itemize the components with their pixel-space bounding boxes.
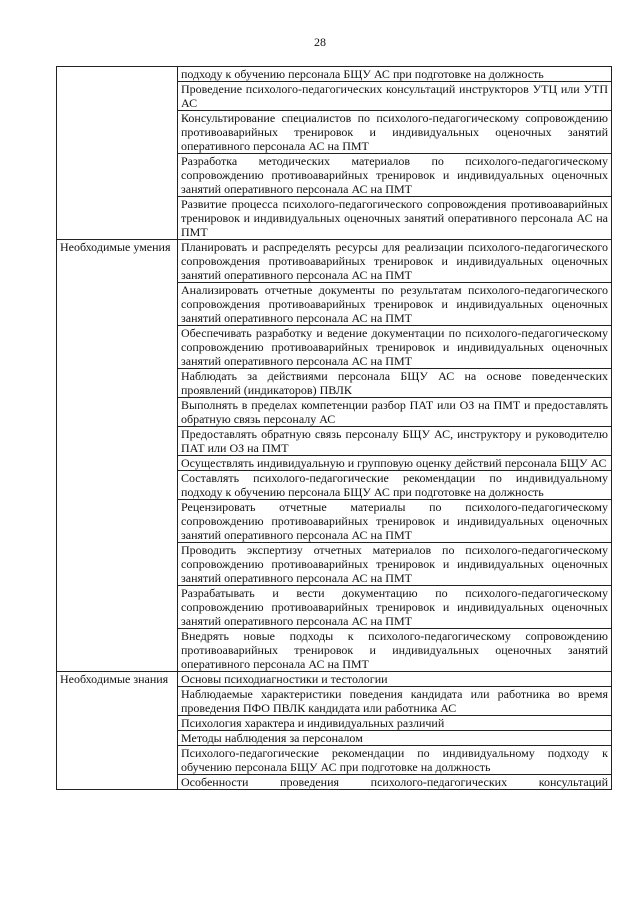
list-item: подходу к обучению персонала БЩУ АС при подготовке на должность bbox=[178, 67, 612, 82]
section-label-knowledge: Необходимые знания bbox=[57, 672, 178, 790]
list-item: Психолого-педагогические рекомендации по индивидуальному подходу к обучению персонала БЩУ АС при подготовке на должность bbox=[178, 746, 612, 775]
list-item: Составлять психолого-педагогические рекомендации по индивидуальному подходу к обучению персонала БЩУ АС при подготовке на должность bbox=[178, 471, 612, 500]
list-item: Разработка методических материалов по психолого-педагогическому сопровождению противоаварийных тренировок и индивидуальных оценочных занятий оперативного персонала АС на ПМТ bbox=[178, 154, 612, 197]
list-item: Психология характера и индивидуальных различий bbox=[178, 716, 612, 731]
list-item: Наблюдаемые характеристики поведения кандидата или работника во время проведения ПФО ПВЛК кандидата или работника АС bbox=[178, 687, 612, 716]
page-number: 28 bbox=[314, 35, 326, 49]
list-item: Предоставлять обратную связь персоналу БЩУ АС, инструктору и руководителю ПАТ или ОЗ на ПМТ bbox=[178, 427, 612, 456]
list-item: Методы наблюдения за персоналом bbox=[178, 731, 612, 746]
list-item: Консультирование специалистов по психолого-педагогическому сопровождению противоаварийных тренировок и индивидуальных оценочных занятий оперативного персонала АС на ПМТ bbox=[178, 111, 612, 154]
table-row bbox=[57, 240, 612, 283]
list-item: Особенности проведения психолого-педагогических консультаций bbox=[178, 775, 612, 790]
list-item: Обеспечивать разработку и ведение документации по психолого-педагогическому сопровождению противоаварийных тренировок и индивидуальных оценочных занятий оперативного персонала АС на ПМТ bbox=[178, 326, 612, 369]
list-item: Проводить экспертизу отчетных материалов по психолого-педагогическому сопровождению противоаварийных тренировок и индивидуальных оценочных занятий оперативного персонала АС на ПМТ bbox=[178, 543, 612, 586]
list-item: Анализировать отчетные документы по результатам психолого-педагогического сопровождения противоаварийных тренировок и индивидуальных оценочных занятий оперативного персонала АС на ПМТ bbox=[178, 283, 612, 326]
list-item: Проведение психолого-педагогических консультаций инструкторов УТЦ или УТП АС bbox=[178, 82, 612, 111]
list-item: Рецензировать отчетные материалы по психолого-педагогическому сопровождению противоаварийных тренировок и индивидуальных оценочных занятий оперативного персонала АС на ПМТ bbox=[178, 500, 612, 543]
list-item: Развитие процесса психолого-педагогического сопровождения противоаварийных тренировок и индивидуальных оценочных занятий оперативного персонала АС на ПМТ bbox=[178, 197, 612, 240]
qualification-table bbox=[56, 66, 612, 790]
section-label-skills: Необходимые умения bbox=[57, 240, 178, 672]
section-label-continued bbox=[57, 67, 178, 240]
list-item: Выполнять в пределах компетенции разбор ПАТ или ОЗ на ПМТ и предоставлять обратную связь персоналу АС bbox=[178, 398, 612, 427]
table-row bbox=[57, 672, 612, 687]
list-item: Наблюдать за действиями персонала БЩУ АС на основе поведенческих проявлений (индикаторов) ПВЛК bbox=[178, 369, 612, 398]
list-item: Разрабатывать и вести документацию по психолого-педагогическому сопровождению противоаварийных тренировок и индивидуальных оценочных занятий оперативного персонала АС на ПМТ bbox=[178, 586, 612, 629]
list-item: Планировать и распределять ресурсы для реализации психолого-педагогического сопровождения противоаварийных тренировок и индивидуальных оценочных занятий оперативного персонала АС на ПМТ bbox=[178, 240, 612, 283]
list-item: Основы психодиагностики и тестологии bbox=[178, 672, 612, 687]
list-item: Осуществлять индивидуальную и групповую оценку действий персонала БЩУ АС bbox=[178, 456, 612, 471]
list-item: Внедрять новые подходы к психолого-педагогическому сопровождению противоаварийных тренировок и индивидуальных оценочных занятий оперативного персонала АС на ПМТ bbox=[178, 629, 612, 672]
table-row bbox=[57, 67, 612, 82]
